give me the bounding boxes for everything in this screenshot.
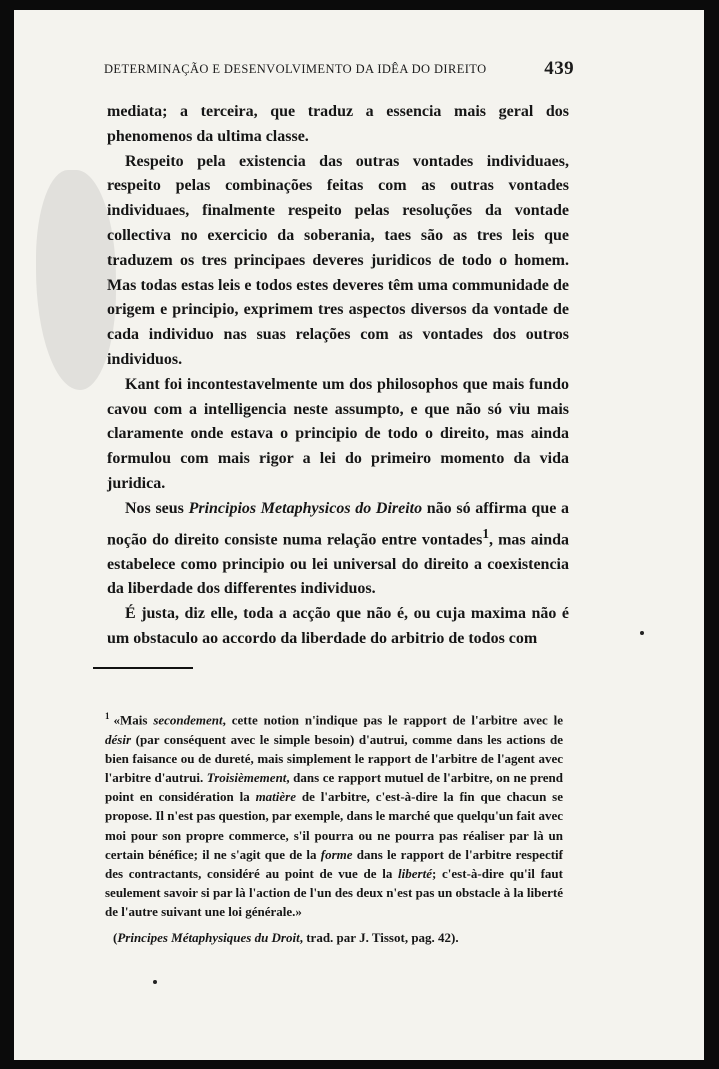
text-run: , mas ainda estabelece como principio ou lei universal do direito a coexistencia da liberdade dos differentes individuos. [107, 530, 569, 598]
footnote [105, 707, 563, 947]
italic-run: forme [320, 846, 353, 862]
text-run: ( [113, 929, 118, 945]
paragraph: Respeito pela existencia das outras vontades individuaes, respeito pelas combinações feitas com as outras vontades individuaes, finalmente respeito pelas resoluções da vontade collectiva no exercicio da soberania, taes são as tres leis que traduzem os tres principaes deveres juridicos de todo o homem. Mas todas estas leis e todos estes deveres têm uma communidade de origem e principio, exprimem tres aspectos diversos da vontade de cada individuo nas suas relações com as vontades dos outros individuos. [107, 152, 569, 368]
text-run: não só affirma que a noção do direito consiste numa relação entre vontades [107, 499, 569, 548]
footnote-reference: 1 [482, 525, 489, 541]
ink-speck [640, 631, 644, 635]
footnote-divider [93, 667, 193, 669]
italic-run: Troisièmement [206, 769, 287, 785]
italic-run: liberté [398, 865, 432, 881]
text-run: (par conséquent avec le simple besoin) d'autrui, comme dans les actions de bien faisance ou de dureté, mais simplement le rapport de l'arbitre de l'agent avec l'arbitre d'autrui. [105, 731, 563, 785]
text-run: ; c'est-à-dire qu'il faut seulement savoir si par là l'action de l'un des deux n'est pas un obstacle à la liberté de l'autre suivant une loi générale.» [105, 865, 563, 920]
page-number: 439 [544, 58, 574, 79]
main-text [107, 100, 569, 652]
text-run: , cette notion n'indique pas le rapport de l'arbitre avec le [222, 712, 563, 728]
running-title: DETERMINAÇÃO E DESENVOLVIMENTO DA IDÊA DO DIREITO [104, 62, 487, 76]
paper-stain [36, 170, 116, 390]
text-run: dans le rapport de l'arbitre respectif des contractants, considéré au point de vue de la [105, 846, 563, 881]
text-run: , dans ce rapport mutuel de l'arbitre, on ne prend point en considération la [105, 769, 563, 805]
paragraph: Kant foi incontestavelmente um dos philosophos que mais fundo cavou com a intelligencia neste assumpto, e que não só viu mais claramente onde estava o principio de todo o direito, mas ainda formulou com mais rigor a lei do primeiro momento da vida juridica. [107, 375, 569, 492]
text-run: , trad. par J. Tissot, pag. 42). [299, 929, 459, 945]
book-title: Principios Metaphysicos do Direito [188, 499, 423, 517]
ink-speck [153, 980, 157, 984]
running-header [104, 58, 574, 79]
footnote-text [105, 707, 563, 922]
text-run: «Mais [113, 712, 154, 728]
italic-run: matière [255, 789, 296, 805]
citation-title: Principes Métaphysiques du Droit [117, 929, 300, 945]
footnote-marker: 1 [105, 711, 110, 721]
paragraph: mediata; a terceira, que traduz a essencia mais geral dos phenomenos da ultima classe. [107, 103, 569, 145]
paragraph [107, 497, 569, 603]
italic-run: secondement [153, 712, 223, 728]
text-run: Nos seus [125, 499, 189, 517]
paragraph: É justa, diz elle, toda a acção que não é, ou cuja maxima não é um obstaculo ao accordo da liberdade do arbitrio de todos com [107, 605, 569, 648]
italic-run: désir [105, 731, 131, 747]
text-run: de l'arbitre, c'est-à-dire la fin que chacun se propose. Il n'est pas question, par exemple, dans le marché que quelqu'un fait avec moi pour son propre commerce, s'il pourra ou ne pourra pas réaliser par là un certain bénéfice; il ne s'agit que de la [105, 789, 564, 862]
footnote-citation [105, 928, 563, 947]
